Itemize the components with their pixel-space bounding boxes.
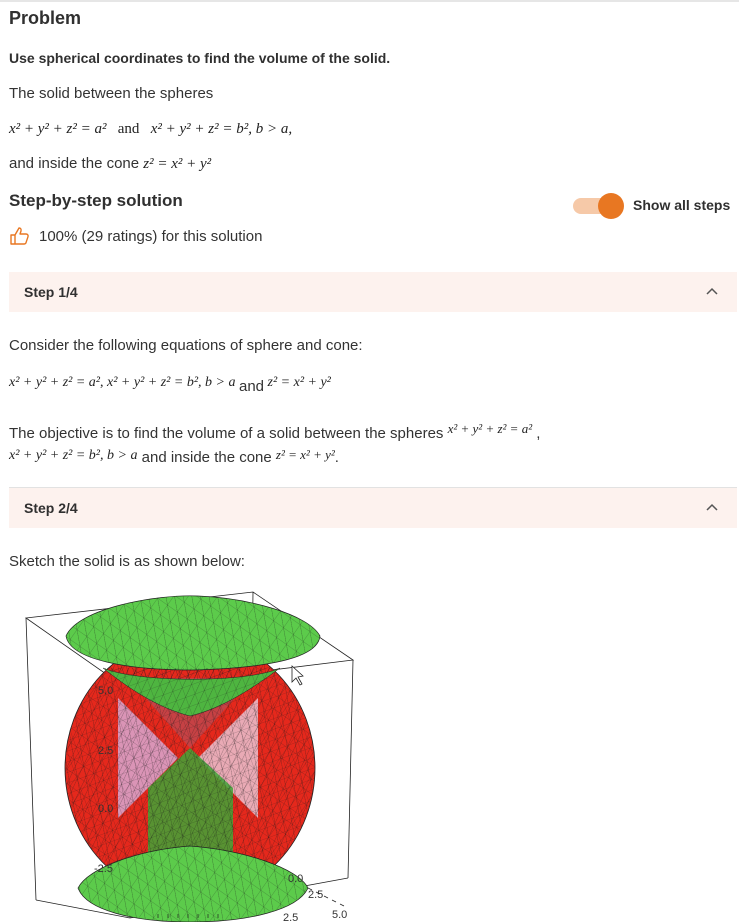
step-1-eq3: z² = x² + y² — [267, 375, 331, 390]
solution-heading: Step-by-step solution — [9, 191, 183, 210]
problem-intro: The solid between the spheres — [9, 85, 214, 102]
rating-row — [9, 226, 262, 246]
step-1-equations: x² + y² + z² = a², x² + y² + z² = b², b > a and z² = x² + y² — [9, 375, 331, 395]
cone-text: and inside the cone — [9, 155, 140, 172]
tick-label: -2.5 — [94, 863, 113, 875]
show-all-steps-toggle[interactable] — [573, 193, 625, 219]
step-2-label: Step 2/4 — [24, 500, 78, 516]
problem-equations — [9, 121, 292, 138]
step-1-intro: Consider the following equations of sphere and cone: — [9, 337, 363, 354]
step-1-header[interactable] — [9, 272, 737, 312]
sphere2-eq: x² + y² + z² = b², b > a, — [150, 121, 293, 137]
tick-label: 0.0 — [288, 873, 304, 885]
thumbs-up-icon[interactable] — [9, 226, 31, 246]
step-2-intro: Sketch the solid is as shown below: — [9, 553, 245, 570]
step-1-objective: The objective is to find the volume of a solid between the spheres — [9, 425, 444, 442]
sphere1-eq: x² + y² + z² = a² — [9, 121, 107, 137]
step-1-objective-line: The objective is to find the volume of a solid between the spheres x² + y² + z² = a² , — [9, 421, 541, 442]
cursor-icon — [292, 666, 303, 685]
solid-figure — [18, 588, 363, 922]
tick-label: 5.0 — [332, 909, 348, 921]
show-all-steps-label[interactable]: Show all steps — [633, 197, 731, 213]
tick-label: 5.0 — [98, 685, 114, 697]
step-1-label: Step 1/4 — [24, 284, 78, 300]
step-1-obj-text2: and inside the cone — [141, 449, 272, 466]
step-1-obj-eq3: z² = x² + y² — [275, 447, 335, 462]
step-1-and: and — [238, 378, 265, 395]
tick-label: 0.0 — [98, 803, 114, 815]
cone-eq: z² = x² + y² — [143, 156, 212, 172]
step-1-objective-line2: x² + y² + z² = b², b > a and inside the cone z² = x² + y². — [9, 447, 339, 466]
tick-label: 2.5 — [98, 745, 114, 757]
tick-label: 2.5 — [308, 889, 324, 901]
step-2-header[interactable] — [9, 488, 737, 528]
step-1-eq2: x² + y² + z² = b², b > a — [107, 375, 236, 390]
problem-instruction: Use spherical coordinates to find the volume of the solid. — [9, 50, 391, 66]
toggle-knob — [598, 193, 624, 219]
top-divider — [0, 0, 739, 2]
problem-cone-line — [9, 155, 211, 173]
step-1-obj-eq1: x² + y² + z² = a² — [447, 421, 533, 436]
tick-label: 2.5 — [283, 912, 299, 922]
rating-text: 100% (29 ratings) for this solution — [39, 227, 263, 245]
step-1-eq1: x² + y² + z² = a² — [9, 375, 101, 390]
problem-heading: Problem — [9, 8, 82, 28]
chevron-up-icon[interactable] — [705, 502, 719, 512]
step-1-obj-eq2: x² + y² + z² = b², b > a — [9, 448, 138, 463]
chevron-up-icon[interactable] — [705, 286, 719, 296]
and-word: and — [117, 121, 140, 137]
